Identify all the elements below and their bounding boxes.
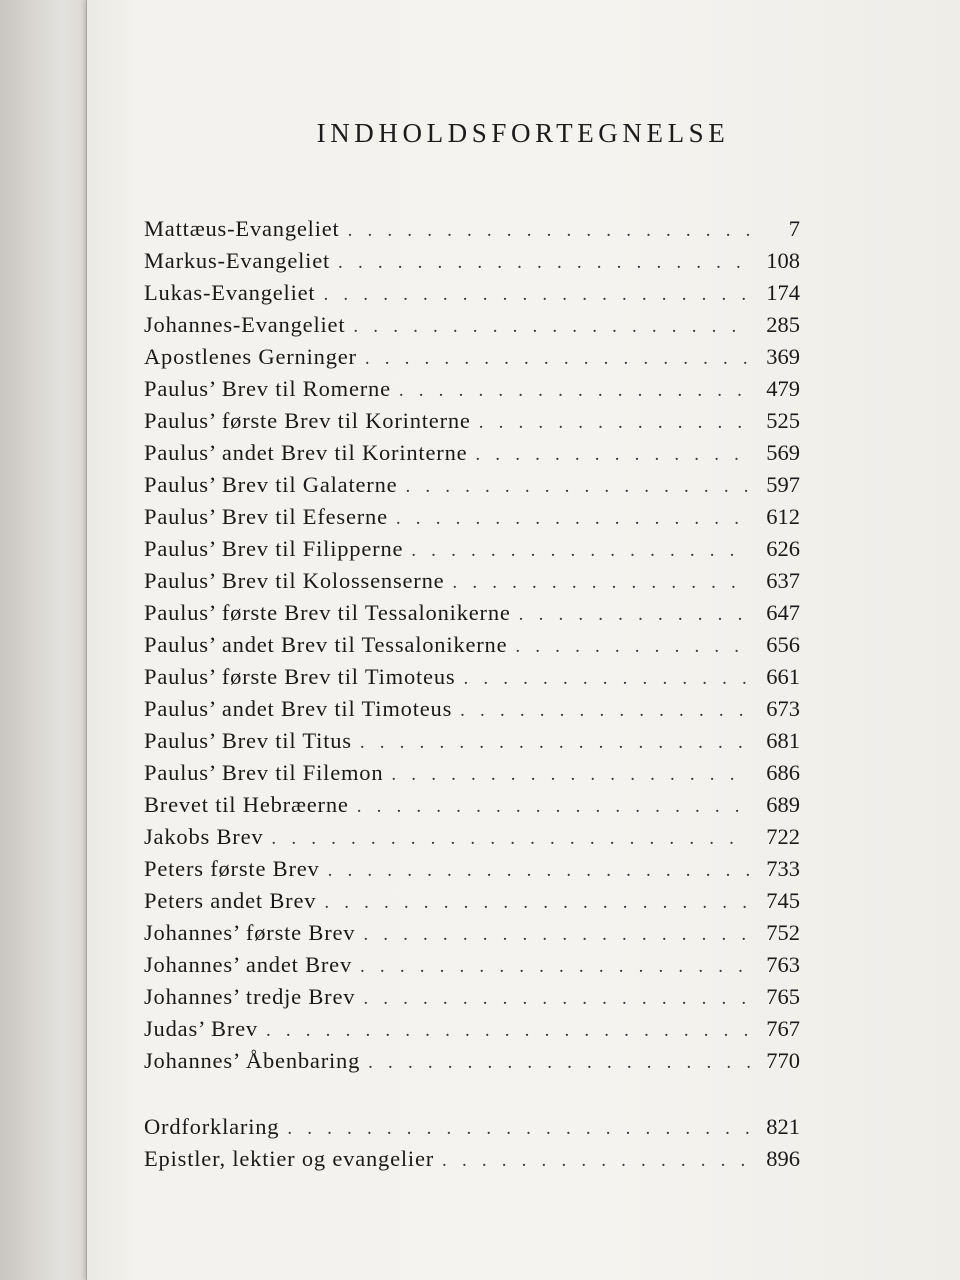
toc-entry-page-number: 525 [766,408,800,433]
dot-leader [266,1020,750,1042]
toc-entry-page-number: 285 [766,312,800,337]
toc-entry-page-number: 770 [766,1048,800,1073]
toc-entry-title: Paulus’ Brev til Efeserne [144,504,388,529]
dot-leader [363,924,750,946]
toc-entry-page-number: 479 [766,376,800,401]
dot-leader [353,316,750,338]
toc-entry-title: Peters andet Brev [144,888,317,913]
dot-leader [452,572,750,594]
toc-entry-page-number: 108 [766,248,800,273]
toc-entry [144,1114,800,1146]
toc-entry [144,376,800,408]
toc-entry-page-number: 681 [766,728,800,753]
toc-entry-title: Paulus’ andet Brev til Korinterne [144,440,468,465]
toc-entry-title: Jakobs Brev [144,824,264,849]
toc-entry-title: Johannes’ Åbenbaring [144,1048,361,1073]
toc-entry-title: Paulus’ andet Brev til Timoteus [144,696,453,721]
dot-leader [396,508,750,530]
toc-entry-title: Paulus’ første Brev til Korinterne [144,408,471,433]
toc-entry-title: Paulus’ Brev til Kolossenserne [144,568,445,593]
toc-entry-title: Epistler, lektier og evangelier [144,1146,435,1171]
toc-entry-title: Paulus’ andet Brev til Tessalonikerne [144,632,508,657]
dot-leader [357,796,750,818]
toc-entry-page-number: 174 [766,280,800,305]
toc-entry-page-number: 745 [766,888,800,913]
toc-entry [144,856,800,888]
dot-leader [368,1052,750,1074]
toc-entry [144,760,800,792]
toc-entry [144,664,800,696]
page-title: INDHOLDSFORTEGNELSE [316,118,730,148]
dot-leader [287,1118,750,1140]
toc-entry [144,696,800,728]
toc-entry-page-number: 689 [766,792,800,817]
dot-leader [324,284,751,306]
toc-entry-title: Johannes’ andet Brev [144,952,353,977]
toc-entry-title: Paulus’ første Brev til Timoteus [144,664,456,689]
toc-entry [144,248,800,280]
toc-entry-page-number: 752 [766,920,800,945]
toc-entry-page-number: 821 [766,1114,800,1139]
toc-entry [144,920,800,952]
toc-entry-title: Paulus’ Brev til Filemon [144,760,384,785]
toc-entry [144,344,800,376]
dot-leader [324,892,750,914]
toc-entry-title: Brevet til Hebræerne [144,792,349,817]
dot-leader [391,764,750,786]
toc-entry [144,888,800,920]
toc-entry-page-number: 656 [766,632,800,657]
toc-entry [144,728,800,760]
dot-leader [475,444,750,466]
toc-entry-title: Lukas-Evangeliet [144,280,316,305]
toc-entry-page-number: 733 [766,856,800,881]
toc-entry-title: Paulus’ Brev til Filipperne [144,536,404,561]
dot-leader [365,348,750,370]
toc-entry-title: Markus-Evangeliet [144,248,331,273]
dot-leader [338,252,750,274]
toc-entry-page-number: 686 [766,760,800,785]
dot-leader [515,636,750,658]
toc-entry-title: Judas’ Brev [144,1016,258,1041]
previous-page-edge [0,0,88,1280]
toc-entry-title: Paulus’ første Brev til Tessalonikerne [144,600,511,625]
dot-leader [411,540,750,562]
toc-entry [144,632,800,664]
toc-entry [144,568,800,600]
toc-entry [144,1048,800,1080]
dot-leader [271,828,750,850]
toc-entry-title: Johannes-Evangeliet [144,312,346,337]
toc-entry [144,312,800,344]
toc-entry-page-number: 7 [788,216,800,241]
toc-entry [144,1016,800,1048]
toc-entry-title: Apostlenes Gerninger [144,344,357,369]
toc-entry [144,952,800,984]
toc-entry-page-number: 647 [766,600,800,625]
toc-entry [144,440,800,472]
toc-entry-title: Johannes’ tredje Brev [144,984,356,1009]
toc-entry [144,504,800,536]
toc-entry [144,216,800,248]
toc-entry [144,792,800,824]
dot-leader [348,220,750,242]
toc-entry-page-number: 896 [766,1146,800,1171]
toc-entry-title: Johannes’ første Brev [144,920,356,945]
toc-entry-title: Mattæus-Evangeliet [144,216,340,241]
dot-leader [463,668,750,690]
dot-leader [460,700,750,722]
toc-entry [144,472,800,504]
toc-entry-page-number: 597 [766,472,800,497]
toc-entry-title: Paulus’ Brev til Galaterne [144,472,398,497]
toc-entry-page-number: 369 [766,344,800,369]
dot-leader [519,604,750,626]
dot-leader [479,412,750,434]
toc-entry-page-number: 637 [766,568,800,593]
dot-leader [360,732,750,754]
toc-entry-page-number: 661 [766,664,800,689]
dot-leader [442,1150,750,1172]
toc-entry-title: Peters første Brev [144,856,320,881]
dot-leader [360,956,750,978]
toc-entry-title: Paulus’ Brev til Romerne [144,376,391,401]
toc-entry-page-number: 763 [766,952,800,977]
toc-entry-page-number: 765 [766,984,800,1009]
dot-leader [399,380,750,402]
toc-entry-page-number: 673 [766,696,800,721]
toc-entry [144,1146,800,1178]
toc-entry-page-number: 722 [766,824,800,849]
toc-entry [144,536,800,568]
toc-entry-page-number: 612 [766,504,800,529]
appendix-contents [144,1114,800,1178]
toc-entry [144,408,800,440]
toc-entry-title: Ordforklaring [144,1114,280,1139]
toc-entry [144,984,800,1016]
toc-entry-page-number: 767 [766,1016,800,1041]
dot-leader [405,476,750,498]
toc-entry-title: Paulus’ Brev til Titus [144,728,352,753]
toc-entry-page-number: 626 [766,536,800,561]
toc-entry [144,280,800,312]
dot-leader [363,988,750,1010]
toc-entry-page-number: 569 [766,440,800,465]
toc-entry [144,600,800,632]
toc-entry [144,824,800,856]
dot-leader [328,860,750,882]
table-of-contents [144,216,800,1080]
